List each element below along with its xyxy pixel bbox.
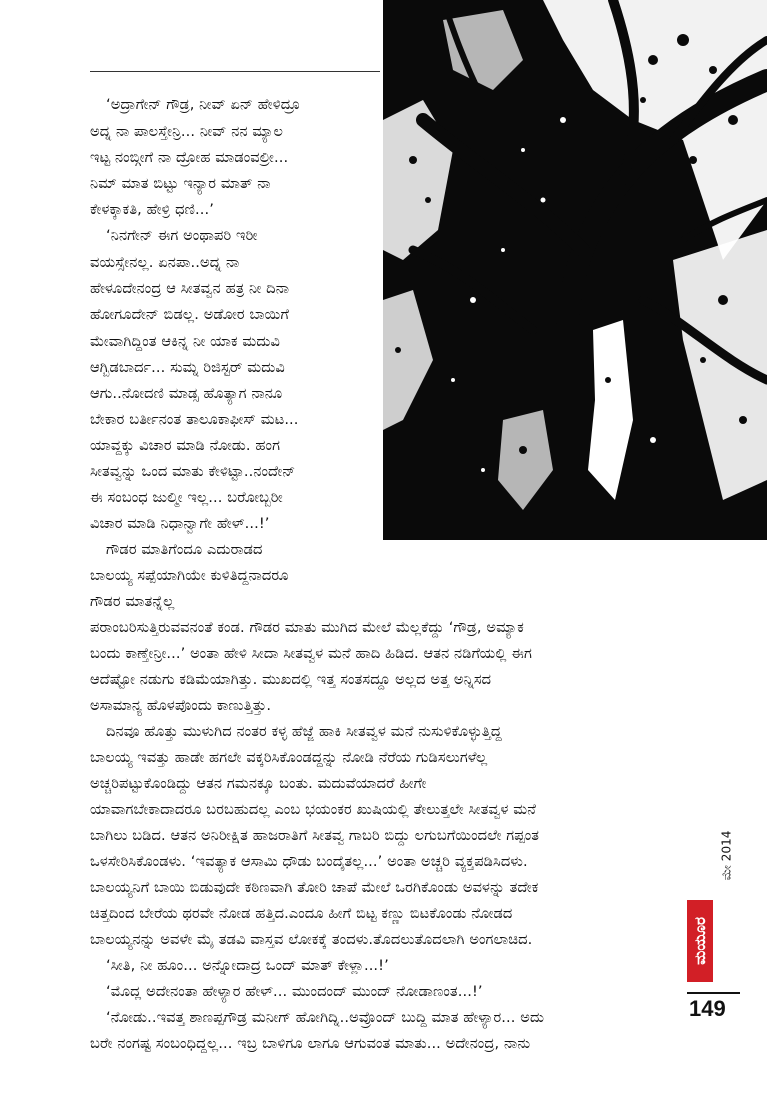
text-line: ‘ನಿನಗೇನ್ ಈಗ ಅಂಥಾಪರಿ ಇರೀ [106,227,258,244]
text-line: ಆದೆಷ್ಟೋ ನಡುಗು ಕಡಿಮೆಯಾಗಿತ್ತು. ಮುಖದಲ್ಲಿ ಇತ್ತ ಸಂತಸದ್ದೂ ಅಲ್ಲದ ಅತ್ತ ಅನ್ನಿಸದ [90,671,492,688]
text-line: ಆಗು..ನೋದಣಿ ಮಾಡ್ಸ ಹೊತ್ಯಾಗ ನಾನೂ [90,385,283,402]
text-line: ಕೇಳಕ್ಕಾಕತಿ, ಹೇಳ್ರಿ ಧಣಿ...’ [90,201,214,218]
magazine-name: ಮಯೂರ [687,900,713,982]
forest-tree-illustration-icon [383,0,767,540]
text-line: ವಯಸ್ಸೇನಲ್ಲ. ಏನಪಾ..ಅದ್ನ ನಾ [90,254,240,271]
page-number-rule [687,992,740,994]
text-line: ಹೇಳೂದೇನಂದ್ರ ಆ ಸೀತವ್ವನ ಹತ್ರ ನೀ ದಿನಾ [90,280,290,297]
text-line: ಬರೇ ನಂಗಷ್ಟ ಸಂಬಂಧಿದ್ದಲ್ಲ... ಇಬ್ರ ಬಾಳಿಗೂ ಲಾಗೂ ಆಗುವಂತ ಮಾತು... ಅದೇನಂದ್ರ, ನಾನು [90,1035,531,1052]
text-line: ಬಂದು ಕಾಣ್ತೇನ್ರೀ...’ ಅಂತಾ ಹೇಳಿ ಸೀದಾ ಸೀತವ್ವಳ ಮನೆ ಹಾದಿ ಹಿಡಿದ. ಆತನ ನಡಿಗೆಯಲ್ಲಿ ಈಗ [90,645,533,662]
text-line: ಬಾಲಯ್ಯ ಇವತ್ತು ಹಾಡೇ ಹಗಲೇ ವಕ್ಕರಿಸಿಕೊಂಡದ್ದನ್ನು ನೋಡಿ ನೆರೆಯ ಗುಡಿಸಲುಗಳೆಲ್ಲ [90,749,488,766]
text-line: ಒಳಸೇರಿಸಿಕೊಂಡಳು. ‘ಇವತ್ಯಾಕ ಆಸಾಮಿ ಧೌಡು ಬಂದೈತಲ್ಲ...’ ಅಂತಾ ಅಚ್ಚರಿ ವ್ಯಕ್ತಪಡಿಸಿದಳು. [90,853,528,870]
text-line: ಯಾವ್ದಕ್ಕು ವಿಚಾರ ಮಾಡಿ ನೋಡು. ಹಂಗ [90,437,281,454]
text-line: ಗೌಡರ ಮಾತಿಗೆಂದೂ ಎದುರಾಡದ [106,541,263,558]
text-line: ಬೇಕಾರ ಬರ್ತೀನಂತ ತಾಲೂಕಾಫೀಸ್ ಮಟ... [90,411,299,428]
text-line: ಅದ್ನ ನಾ ಪಾಲಸ್ತೇನ್ರಿ... ನೀವ್ ನನ ಮ್ಯಾಲ [90,123,284,140]
text-line: ಪರಾಂಬರಿಸುತ್ತಿರುವವನಂತೆ ಕಂಡ. ಗೌಡರ ಮಾತು ಮುಗಿದ ಮೇಲೆ ಮೆಲ್ಲಕೆದ್ದು ‘ಗೌಡ್ರ, ಅಮ್ಯಾಕ [90,619,524,636]
text-line: ‘ನೋಡು..ಇವತ್ತ ಶಾಣಪ್ಪಗೌಡ್ರ ಮನೀಗ್ ಹೋಗಿದ್ನಿ..ಅವ್ರೊಂದ್ ಬುದ್ದಿ ಮಾತ ಹೇಳ್ಯಾರ... ಅದು [106,1009,545,1026]
text-line: ಹೋಗೂದೇನ್ ಬಿಡಲ್ಲ. ಅಡೋರ ಬಾಯಿಗೆ [90,306,290,323]
text-line: ಬಾಲಯ್ಯನನ್ನು ಅವಳೇ ಮೈ ತಡವಿ ವಾಸ್ತವ ಲೋಕಕ್ಕೆ ತಂದಳು.ತೊದಲುತೊದಲಾಗಿ ಅಂಗಲಾಚಿದ. [90,931,533,948]
page-number: 149 [689,996,726,1021]
text-line: ನಿಮ್ ಮಾತ ಬಿಟ್ಟು ಇನ್ಯಾರ ಮಾತ್ ನಾ [90,175,271,192]
text-line: ಚಿತ್ತದಿಂದ ಬೇರೆಯ ಥರವೇ ನೋಡ ಹತ್ತಿದ.ಎಂದೂ ಹೀಗೆ ಬಿಟ್ಟ ಕಣ್ಣು ಬಿಟಕೊಂಡು ನೋಡದ [90,905,513,922]
text-line: ಅಚ್ಚರಿಪಟ್ಟುಕೊಂಡಿದ್ದು ಆತನ ಗಮನಕ್ಕೂ ಬಂತು. ಮದುವೆಯಾದರೆ ಹೀಗೇ [90,775,427,792]
forest-illustration [383,0,767,540]
text-line: ಅಸಾಮಾನ್ಯ ಹೊಳಪೊಂದು ಕಾಣುತ್ತಿತ್ತು. [90,697,272,714]
text-line: ವಿಚಾರ ಮಾಡಿ ನಿಧಾನ್ವಾಗೇ ಹೇಳ್...!’ [90,515,270,532]
text-line: ‘ಅದ್ರಾಗೇನ್ ಗೌಡ್ರ, ನೀವ್ ಏನ್ ಹೇಳಿದ್ರೂ [106,96,301,113]
text-line: ಬಾಗಿಲು ಬಡಿದ. ಆತನ ಅನಿರೀಕ್ಷಿತ ಹಾಜರಾತಿಗೆ ಸೀತವ್ವ ಗಾಬರಿ ಬಿದ್ದು ಲಗುಬಗೆಯಿಂದಲೇ ಗಪ್ಪಂತ [90,827,540,844]
text-line: ಯಾವಾಗಬೇಕಾದಾದರೂ ಬರಬಹುದಲ್ಲ ಎಂಬ ಭಯಂಕರ ಖುಷಿಯಲ್ಲಿ ತೇಲುತ್ತಲೇ ಸೀತವ್ವಳ ಮನೆ [90,801,537,818]
top-rule [90,71,380,72]
text-line: ‘ಸೀತಿ, ನೀ ಹೂಂ... ಅನ್ನೋದಾದ್ರ ಒಂದ್ ಮಾತ್ ಕೇಳ್ಲಾ...!’ [106,957,389,974]
text-line: ಸೀತವ್ವನ್ನು ಒಂದ ಮಾತು ಕೇಳಿಟ್ಟಾ..ನಂದೇನ್ [90,463,296,480]
text-line: ಗೌಡರ ಮಾತನ್ನೆಲ್ಲ [90,593,175,610]
text-line: ಈ ಸಂಬಂಧ ಜುಲ್ಮೀ ಇಲ್ಲ... ಬರೋಬ್ಬರೀ [90,489,283,506]
text-line: ದಿನವೂ ಹೊತ್ತು ಮುಳುಗಿದ ನಂತರ ಕಳ್ಳ ಹೆಜ್ಜೆ ಹಾಕಿ ಸೀತವ್ವಳ ಮನೆ ನುಸುಳಿಕೊಳ್ಳುತ್ತಿದ್ದ [106,723,502,740]
issue-date: ಮೇ 2014 [719,830,734,880]
text-line: ‘ಮೊದ್ಲ ಅದೇನಂತಾ ಹೇಳ್ಯಾರ ಹೇಳ್... ಮುಂದಂದ್ ಮುಂದ್ ನೋಡಾಣಂತ...!’ [106,983,483,1000]
text-line: ಬಾಲಯ್ಯನಿಗೆ ಬಾಯಿ ಬಿಡುವುದೇ ಕಠಿಣವಾಗಿ ತೋರಿ ಚಾಪೆ ಮೇಲೆ ಒರಗಿಕೊಂಡು ಅವಳನ್ನು ತದೇಕ [90,879,539,896]
text-line: ಆಗ್ಬಿಡಬಾರ್ದ... ಸುಮ್ನ ರಿಜಿಸ್ಟರ್ ಮದುವಿ [90,359,285,376]
text-line: ಇಟ್ಟ ನಂಬ್ಗೀಗೆ ನಾ ದ್ರೋಹ ಮಾಡಂವಲ್ರೀ... [90,149,289,166]
text-line: ಬಾಲಯ್ಯ ಸಪ್ಪೆಯಾಗಿಯೇ ಕುಳಿತಿದ್ದನಾದರೂ [90,567,289,584]
text-line: ಮೇವಾಗಿದ್ದಿಂತ ಆಕಿನ್ನ ನೀ ಯಾಕ ಮದುವಿ [90,333,281,350]
